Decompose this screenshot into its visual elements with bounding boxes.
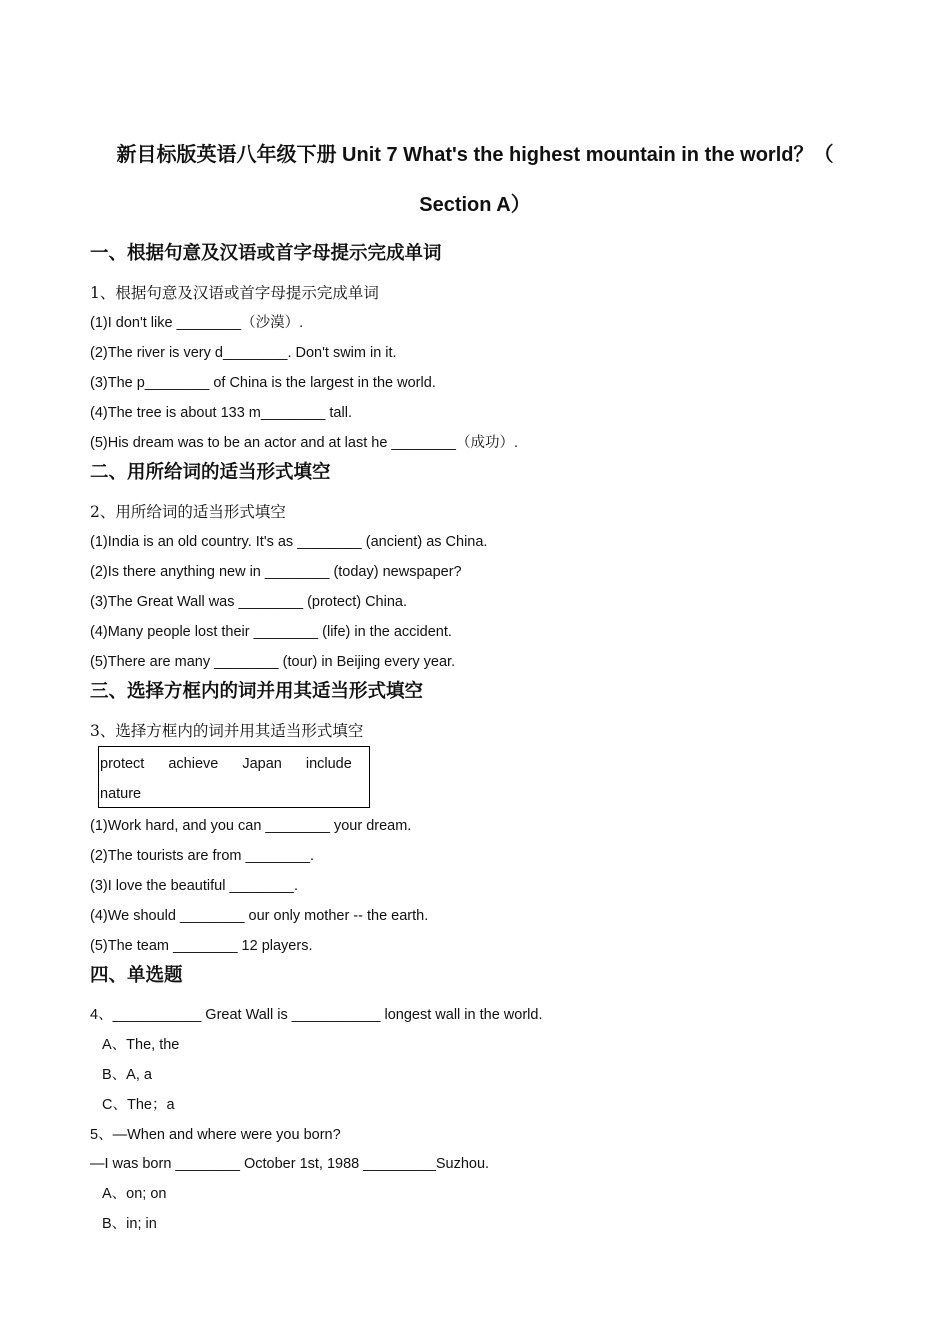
list-item: (4)Many people lost their ________ (life) in the accident. bbox=[90, 624, 452, 640]
list-item: (2)Is there anything new in ________ (today) newspaper? bbox=[90, 564, 462, 580]
word-box bbox=[98, 746, 370, 808]
question-label-1: 1、根据句意及汉语或首字母提示完成单词 bbox=[90, 284, 379, 302]
list-item: (1)Work hard, and you can ________ your dream. bbox=[90, 818, 412, 834]
list-item: (4)We should ________ our only mother -- the earth. bbox=[90, 908, 429, 924]
word-box-word: protect bbox=[100, 756, 145, 772]
word-box-word: include bbox=[305, 756, 352, 772]
section-heading-3: 三、选择方框内的词并用其适当形式填空 bbox=[90, 681, 424, 702]
page-title-line1: 新目标版英语八年级下册 Unit 7 What's the highest mountain in the world？（ bbox=[116, 144, 834, 166]
list-item: (3)The p________ of China is the largest in the world. bbox=[90, 375, 436, 391]
question-stem-4: 4、___________ Great Wall is ___________ longest wall in the world. bbox=[90, 1007, 543, 1023]
list-item: (3)The Great Wall was ________ (protect) China. bbox=[90, 594, 407, 610]
section-heading-1: 一、根据句意及汉语或首字母提示完成单词 bbox=[90, 243, 442, 264]
word-box-word: Japan bbox=[242, 756, 282, 772]
list-item: (5)The team ________ 12 players. bbox=[90, 938, 313, 954]
list-item: (2)The tourists are from ________. bbox=[90, 848, 315, 864]
list-item: (1)India is an old country. It's as ________ (ancient) as China. bbox=[90, 534, 488, 550]
answer-option: A、on; on bbox=[102, 1186, 167, 1202]
list-item: (3)I love the beautiful ________. bbox=[90, 878, 298, 894]
word-box-word: achieve bbox=[168, 756, 219, 772]
list-item: (1)I don't like ________（沙漠）. bbox=[90, 315, 304, 331]
question-label-3: 3、选择方框内的词并用其适当形式填空 bbox=[90, 722, 364, 740]
answer-option: A、The, the bbox=[102, 1037, 180, 1053]
section-heading-2: 二、用所给词的适当形式填空 bbox=[90, 462, 331, 483]
section-heading-4: 四、单选题 bbox=[90, 965, 183, 986]
list-item: (5)His dream was to be an actor and at last he ________（成功）. bbox=[90, 435, 518, 451]
page-title-line2: Section A） bbox=[419, 194, 531, 216]
list-item: (5)There are many ________ (tour) in Beijing every year. bbox=[90, 654, 456, 670]
question-stem-5-line2: —I was born ________ October 1st, 1988 _________Suzhou. bbox=[90, 1156, 490, 1172]
question-stem-5: 5、—When and where were you born? bbox=[90, 1127, 341, 1143]
word-box-word: nature bbox=[100, 786, 142, 802]
answer-option: B、A, a bbox=[102, 1067, 152, 1083]
list-item: (2)The river is very d________. Don't swim in it. bbox=[90, 345, 397, 361]
answer-option: B、in; in bbox=[102, 1216, 157, 1232]
question-label-2: 2、用所给词的适当形式填空 bbox=[90, 503, 286, 521]
word-box-row bbox=[100, 753, 352, 775]
answer-option: C、The；a bbox=[102, 1097, 175, 1113]
list-item: (4)The tree is about 133 m________ tall. bbox=[90, 405, 352, 421]
